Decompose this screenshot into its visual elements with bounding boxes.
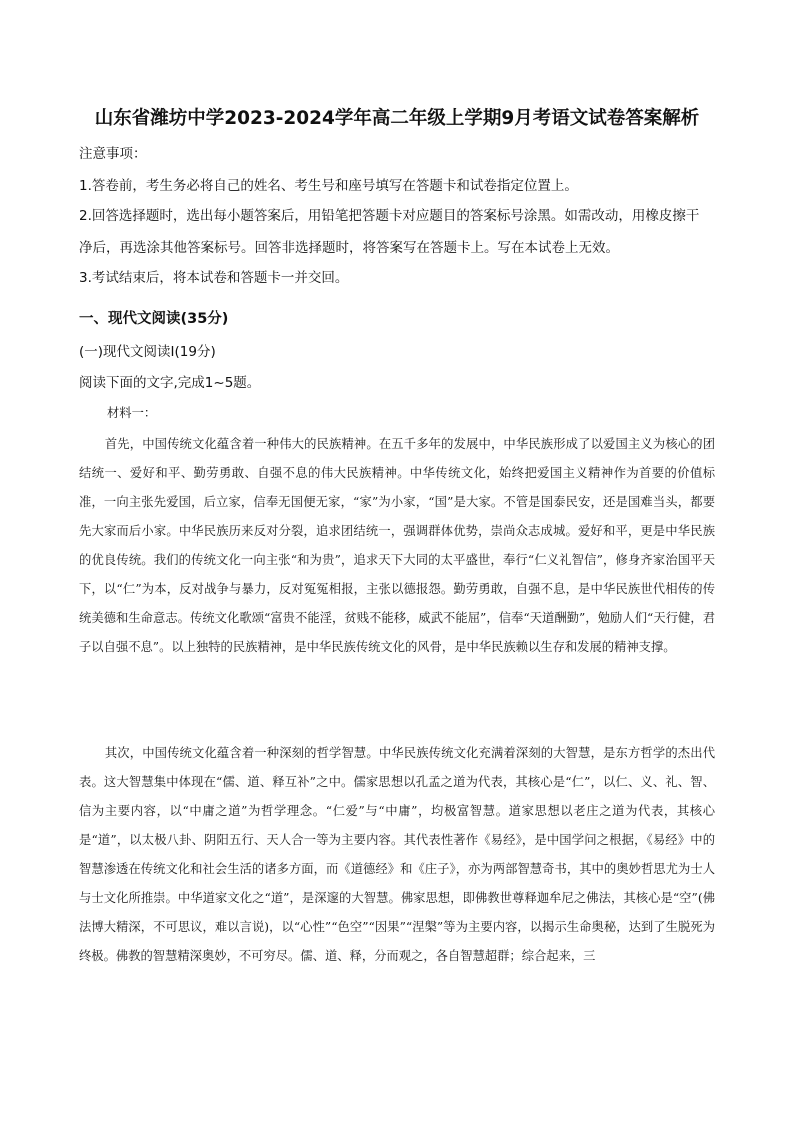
subsection-heading: (一)现代文阅读Ⅰ(19分) [79,344,216,360]
passage-paragraph-1: 首先，中国传统文化蕴含着一种伟大的民族精神。在五千多年的发展中，中华民族形成了以爱国主义为核心的团结统一、爱好和平、勤劳勇敢、自强不息的伟大民族精神。中华传统文化，始终把爱国主义精神作为首要的价值标准，一向主张先爱国，后立家，信奉无国便无家，“家”为小家，“国”是大家。不管是国泰民安，还是国难当头，都要先大家而后小家。中华民族历来反对分裂，追求团结统一，强调群体优势，崇尚众志成城。爱好和平，更是中华民族的优良传统。我们的传统文化一向主张“和为贵”，追求天下大同的太平盛世，奉行“仁义礼智信”，修身齐家治国平天下，以“仁”为本，反对战争与暴力，反对冤冤相报，主张以德报怨。勤劳勇敢，自强不息，是中华民族世代相传的传统美德和生命意志。传统文化歌颂“富贵不能淫，贫贱不能移，威武不能屈”，信奉“天道酬勤”，勉励人们“天行健，君子以自强不息”。以上独特的民族精神，是中华民族传统文化的风骨，是中华民族赖以生存和发展的精神支撑。 [79,437,715,654]
reading-instruction: 阅读下面的文字,完成1~5题。 [79,375,261,391]
notice-heading: 注意事项： [79,146,147,162]
notice-item-1: 1.答卷前，考生务必将自己的姓名、考生号和座号填写在答题卡和试卷指定位置上。 [79,178,578,194]
section-heading: 一、现代文阅读(35分) [79,311,229,327]
material-label: 材料一： [107,406,157,420]
passage-paragraph-2: 其次，中国传统文化蕴含着一种深刻的哲学智慧。中华民族传统文化充满着深刻的大智慧，是东方哲学的杰出代表。这大智慧集中体现在“儒、道、释互补”之中。儒家思想以孔孟之道为代表，其核心是“仁”，以仁、义、礼、智、信为主要内容，以“中庸之道”为哲学理念。“仁爱”与“中庸”，均极富智慧。道家思想以老庄之道为代表，其核心是“道”，以太极八卦、阴阳五行、天人合一等为主要内容。其代表性著作《易经》，是中国学问之根据，《易经》中的智慧渗透在传统文化和社会生活的诸多方面，而《道德经》和《庄子》，亦为两部智慧奇书，其中的奥妙哲思尤为士人与士文化所推崇。中华道家文化之“道”，是深邃的大智慧。佛家思想，即佛教世尊释迦牟尼之佛法，其核心是“空”(佛法博大精深，不可思议，难以言说)，以“心性”“色空”“因果”“涅槃”等为主要内容，以揭示生命奥秘，达到了生脱死为终极。佛教的智慧精深奥妙，不可穷尽。儒、道、释，分而观之，各自智慧超群；综合起来，三 [79,746,715,963]
notice-item-2: 2.回答选择题时，选出每小题答案后，用铅笔把答题卡对应题目的答案标号涂黑。如需改动，用橡皮擦干 [79,208,700,224]
notice-item-2-continued: 净后，再选涂其他答案标号。回答非选择题时，将答案写在答题卡上。写在本试卷上无效。 [79,240,619,256]
notice-item-3: 3.考试结束后，将本试卷和答题卡一并交回。 [79,270,349,286]
document-title: 山东省潍坊中学2023-2024学年高二年级上学期9月考语文试卷答案解析 [94,108,700,129]
